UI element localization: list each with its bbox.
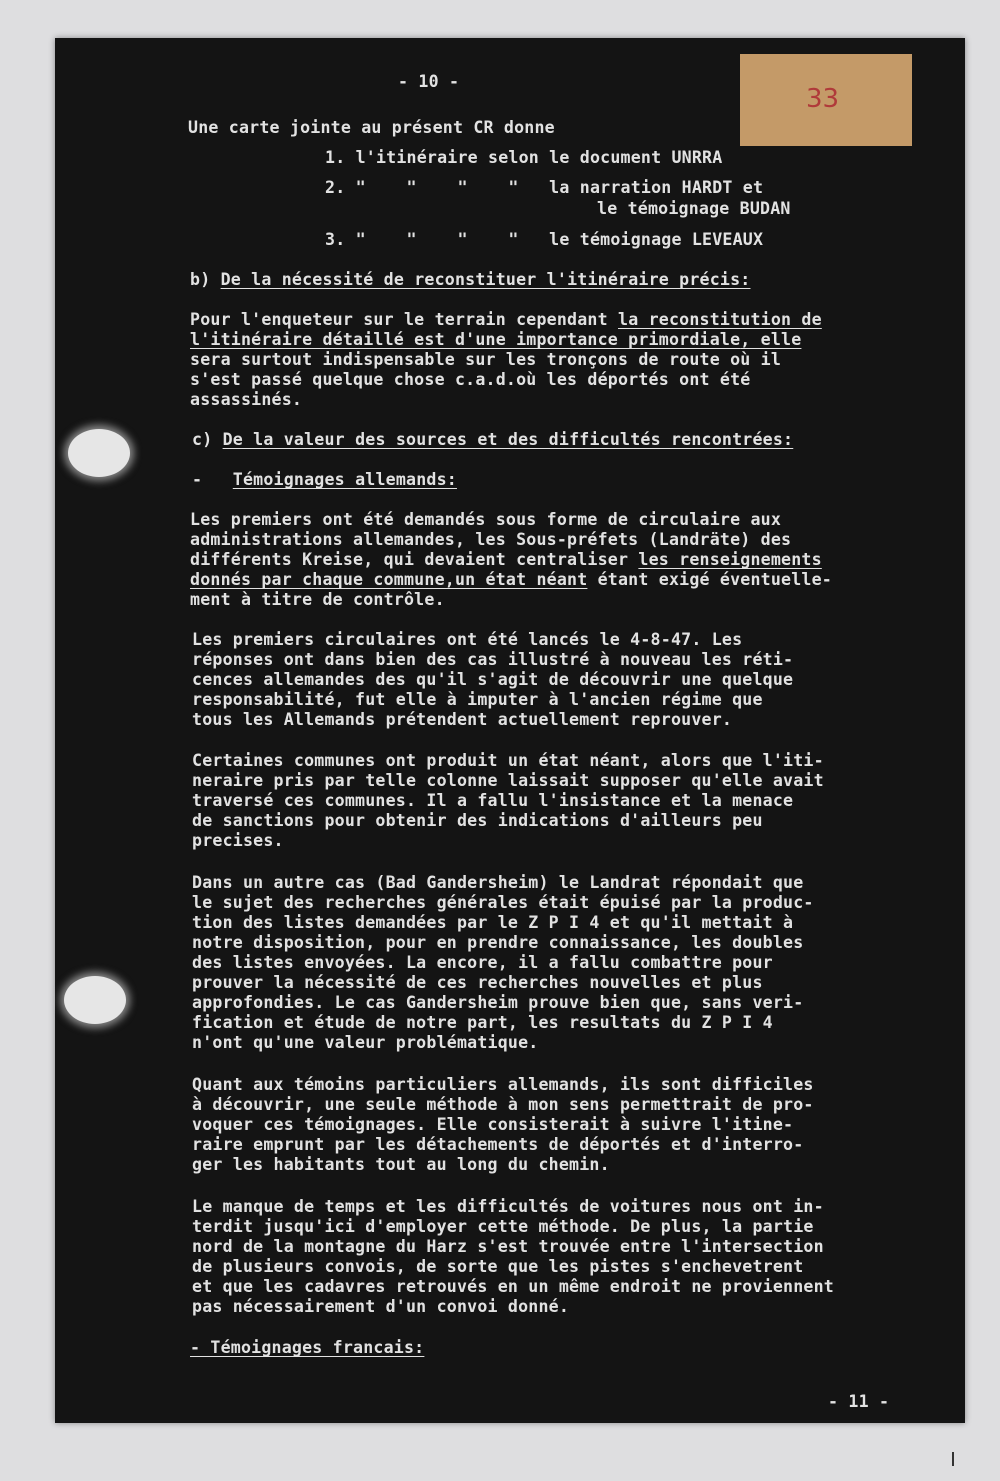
para-1-line-4-text: étant exigé éventuelle- [587, 570, 832, 589]
para-6-line: nord de la montagne du Harz s'est trouvée entre l'intersection [192, 1237, 824, 1256]
page-number-bottom: - 11 - [828, 1392, 890, 1411]
para-b-line-1-underlined: la reconstitution de [618, 310, 822, 329]
intro-line: Une carte jointe au présent CR donne [188, 118, 555, 137]
para-4-line: approfondies. Le cas Gandersheim prouve bien que, sans veri- [192, 993, 804, 1012]
section-b-heading [190, 270, 751, 291]
page-number-top: - 10 - [398, 72, 460, 91]
para-6-line: pas nécessairement d'un convoi donné. [192, 1297, 570, 1316]
para-1-line-3-underlined: les renseignements [638, 550, 822, 569]
stamp-number: 33 [806, 84, 840, 114]
para-3-line: neraire pris par telle colonne laissait supposer qu'elle avait [192, 771, 824, 790]
para-3-line: de sanctions pour obtenir des indications d'ailleurs peu [192, 811, 763, 830]
para-5-line: raire emprunt par les détachements de déportés et d'interro- [192, 1135, 804, 1154]
para-4-line: n'ont qu'une valeur problématique. [192, 1033, 539, 1052]
para-b-line-3: sera surtout indispensable sur les tronçons de route où il [190, 350, 782, 369]
list-item-3: 3. " " " " le témoignage LEVEAUX [325, 230, 764, 249]
list-item-1: 1. l'itinéraire selon le document UNRRA [325, 148, 723, 167]
list-item-2: 2. " " " " la narration HARDT et [325, 178, 764, 197]
para-4-line: des listes envoyées. La encore, il a fallu combattre pour [192, 953, 773, 972]
para-1-line-1: Les premiers ont été demandés sous forme de circulaire aux [190, 510, 782, 529]
para-1-line-5: ment à titre de contrôle. [190, 590, 445, 609]
sub-heading-francais: - Témoignages francais: [190, 1338, 425, 1357]
list-item-2-cont: le témoignage BUDAN [597, 199, 791, 218]
para-b-line-4: s'est passé quelque chose c.a.d.où les déportés ont été [190, 370, 751, 389]
para-2-line: cences allemandes des qu'il s'agit de découvrir une quelque [192, 670, 794, 689]
section-b-marker: b) [190, 270, 211, 289]
para-b-line-2 [190, 330, 801, 351]
para-5-line: Quant aux témoins particuliers allemands, ils sont difficiles [192, 1075, 814, 1094]
para-6-line: terdit jusqu'ici d'employer cette méthode. De plus, la partie [192, 1217, 814, 1236]
para-b-line-2-underlined: l'itinéraire détaillé est d'une importance primordiale [190, 330, 741, 349]
para-1-line-4-underlined: donnés par chaque commune,un état néant [190, 570, 588, 589]
para-4-line: Dans un autre cas (Bad Gandersheim) le Landrat répondait que [192, 873, 804, 892]
para-3-line: traversé ces communes. Il a fallu l'insistance et la menace [192, 791, 794, 810]
para-b-line-2-tail: , elle [740, 330, 802, 349]
section-c-heading [192, 430, 793, 451]
para-4-line: tion des listes demandées par le Z P I 4 et qu'il mettait à [192, 913, 794, 932]
scan-mark [952, 1452, 954, 1466]
para-5-line: voquer ces témoignages. Elle consisterait à suivre l'itine- [192, 1115, 794, 1134]
section-b-title: De la nécessité de reconstituer l'itinéraire précis: [220, 270, 751, 289]
para-2-line: réponses ont dans bien des cas illustré à nouveau les réti- [192, 650, 794, 669]
para-1-line-3 [190, 550, 822, 571]
section-c-title: De la valeur des sources et des difficultés rencontrées: [222, 430, 794, 449]
para-6-line: Le manque de temps et les difficultés de voitures nous ont in- [192, 1197, 824, 1216]
para-5-line: à découvrir, une seule méthode à mon sens permettrait de pro- [192, 1095, 814, 1114]
para-b-line-1-text: Pour l'enqueteur sur le terrain cependant [190, 310, 618, 329]
para-5-line: ger les habitants tout au long du chemin. [192, 1155, 610, 1174]
para-1-line-4 [190, 570, 832, 591]
para-3-line: precises. [192, 831, 284, 850]
para-4-line: notre disposition, pour en prendre connaissance, les doubles [192, 933, 804, 952]
para-1-line-3-text: différents Kreise, qui devaient centraliser [190, 550, 639, 569]
para-b-line-5: assassinés. [190, 390, 303, 409]
para-4-line: le sujet des recherches générales était épuisé par la produc- [192, 893, 814, 912]
archive-stamp [740, 54, 912, 146]
para-2-line: responsabilité, fut elle à imputer à l'ancien régime que [192, 690, 763, 709]
para-2-line: tous les Allemands prétendent actuellement reprouver. [192, 710, 733, 729]
para-3-line: Certaines communes ont produit un état néant, alors que l'iti- [192, 751, 824, 770]
para-6-line: de plusieurs convois, de sorte que les pistes s'enchevetrent [192, 1257, 804, 1276]
para-b-line-1 [190, 310, 822, 331]
para-4-line: prouver la nécessité de ces recherches nouvelles et plus [192, 973, 763, 992]
para-1-line-2: administrations allemandes, les Sous-préfets (Landräte) des [190, 530, 792, 549]
sub-heading-dash: - [192, 470, 203, 489]
para-4-line: fication et étude de notre part, les resultats du Z P I 4 [192, 1013, 773, 1032]
punch-hole-top [68, 429, 130, 477]
section-c-marker: c) [192, 430, 213, 449]
sub-heading-allemands [192, 470, 457, 491]
para-6-line: et que les cadavres retrouvés en un même endroit ne proviennent [192, 1277, 834, 1296]
sub-heading-allemands-title: Témoignages allemands: [232, 470, 457, 489]
punch-hole-bottom [64, 976, 126, 1024]
para-2-line: Les premiers circulaires ont été lancés le 4-8-47. Les [192, 630, 743, 649]
